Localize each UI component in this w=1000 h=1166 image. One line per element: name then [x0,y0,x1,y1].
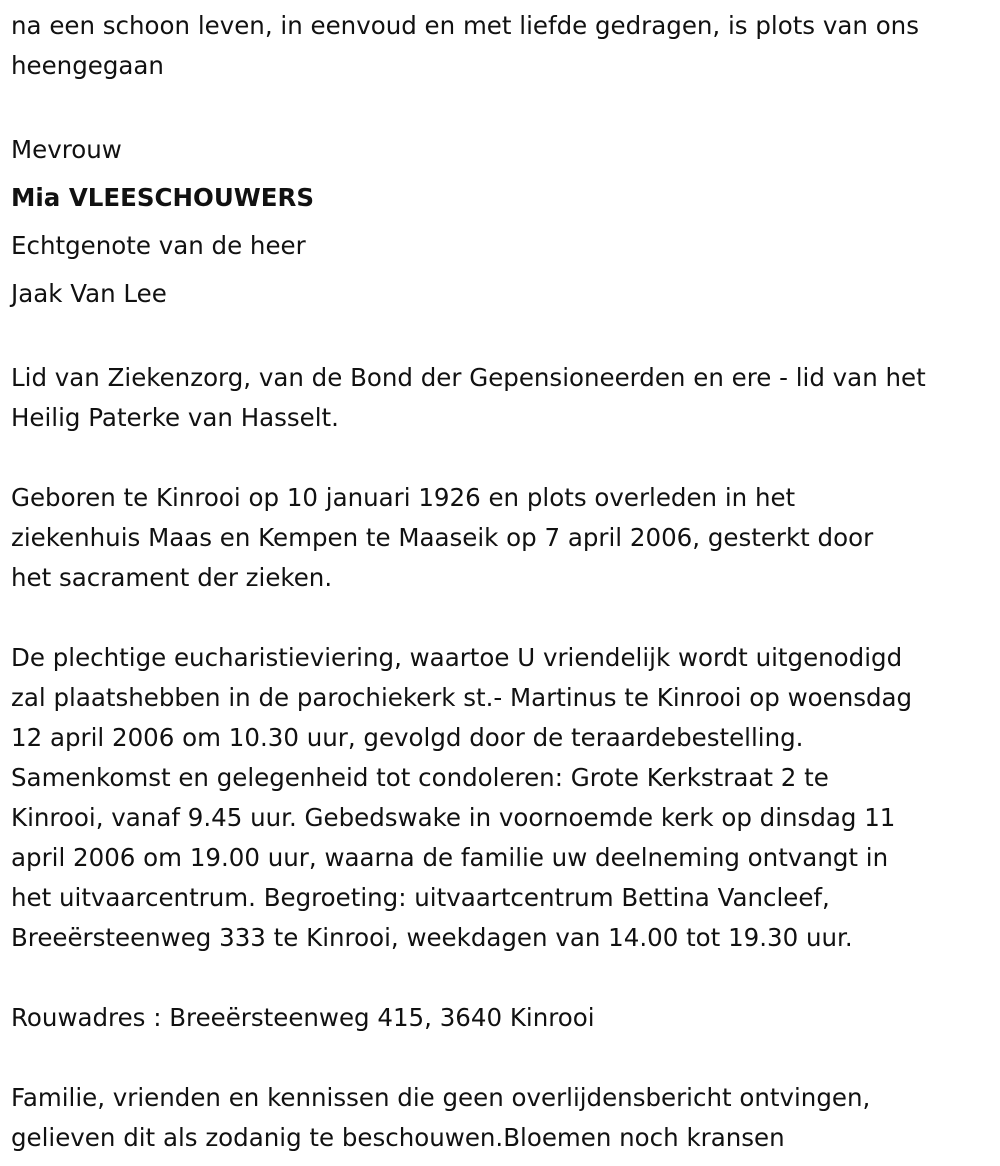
ceremony-line: 12 april 2006 om 10.30 uur, gevolgd door de teraardebestelling. [11,723,804,752]
spacer [11,598,996,638]
relation: Echtgenote van de heer [11,231,306,260]
spacer [11,1038,996,1078]
birth-death-line: Geboren te Kinrooi op 10 januari 1926 en plots overleden in het [11,483,796,512]
spouse-name: Jaak Van Lee [11,279,167,308]
spacer [11,958,996,998]
spacer [11,318,996,358]
birth-death-line: het sacrament der zieken. [11,563,333,592]
ceremony-line: Breeërsteenweg 333 te Kinrooi, weekdagen van 14.00 tot 19.30 uur. [11,923,853,952]
ceremony-line: De plechtige eucharistieviering, waartoe U vriendelijk wordt uitgenodigd [11,643,903,672]
salutation: Mevrouw [11,135,122,164]
membership-line: Heilig Paterke van Hasselt. [11,403,339,432]
deceased-block [11,126,996,318]
closing-paragraph [11,1078,996,1158]
deceased-name: Mia VLEESCHOUWERS [11,183,315,212]
membership-line: Lid van Ziekenzorg, van de Bond der Gepensioneerden en ere - lid van het [11,363,926,392]
intro-paragraph [11,6,996,86]
ceremony-line: het uitvaarcentrum. Begroeting: uitvaartcentrum Bettina Vancleef, [11,883,830,912]
ceremony-paragraph [11,638,996,958]
spacer [11,438,996,478]
mourning-address: Rouwadres : Breeërsteenweg 415, 3640 Kinrooi [11,1003,595,1032]
ceremony-line: zal plaatshebben in de parochiekerk st.- Martinus te Kinrooi op woensdag [11,683,913,712]
intro-line: heengegaan [11,51,164,80]
closing-line: Familie, vrienden en kennissen die geen overlijdensbericht ontvingen, [11,1083,871,1112]
spacer [11,86,996,126]
ceremony-line: Kinrooi, vanaf 9.45 uur. Gebedswake in voornoemde kerk op dinsdag 11 [11,803,896,832]
ceremony-line: Samenkomst en gelegenheid tot condoleren: Grote Kerkstraat 2 te [11,763,829,792]
obituary-document [11,0,996,1158]
ceremony-line: april 2006 om 19.00 uur, waarna de familie uw deelneming ontvangt in [11,843,889,872]
birth-death-line: ziekenhuis Maas en Kempen te Maaseik op 7 april 2006, gesterkt door [11,523,874,552]
intro-line: na een schoon leven, in eenvoud en met liefde gedragen, is plots van ons [11,11,919,40]
closing-line: gelieven dit als zodanig te beschouwen.Bloemen noch kransen [11,1123,785,1152]
birth-death-paragraph [11,478,996,598]
membership-paragraph [11,358,996,438]
address-paragraph [11,998,996,1038]
